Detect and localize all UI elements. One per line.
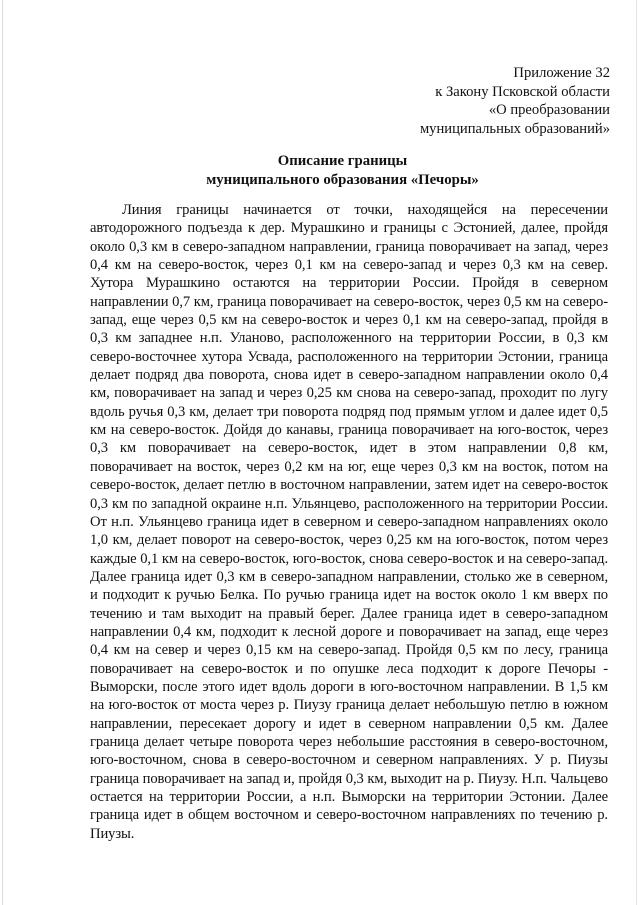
title-line2: муниципального образования «Печоры» xyxy=(206,171,479,188)
appendix-law-title-line2: муниципальных образований» xyxy=(419,120,610,137)
boundary-description-paragraph: Линия границы начинается от точки, находящейся на пересечении автодорожного подъезда к дер. Мурашкино и границы с Эстонией, далее, пройдя около 0,3 км в северо-западном направлении, граница поворачивает на запад, через 0,4 км на северо-восток, через 0,1 км на северо-запад и через 0,3 км на север. Хутора Мурашкино остаются на территории России. Пройдя в северном направлении 0,7 км, граница поворачивает на северо-восток, через 0,5 км на северо-запад, еще через 0,5 км на северо-восток и через 0,1 км на северо-запад, пройдя в 0,3 км западнее н.п. Уланово, расположенного на территории России, в 0,3 км северо-восточнее хутора Усвада, расположенного на территории Эстонии, граница делает подряд два поворота, снова идет в северо-западном направлении около 0,4 км, поворачивает на запад и через 0,25 км снова на северо-запад, проходит по лугу вдоль ручья 0,3 км, делает три поворота подряд под прямым углом и далее идет 0,5 км на северо-восток. Дойдя до канавы, граница поворачивает на юго-восток, через 0,3 км поворачивает на северо-восток, идет в этом направлении 0,8 км, поворачивает на восток, через 0,2 км на юг, еще через 0,3 км на восток, потом на северо-восток, делает петлю в восточном направлении, затем идет на северо-восток 0,3 км по западной окраине н.п. Ульянцево, расположенного на территории России. От н.п. Ульянцево граница идет в северном и северо-западном направлениях около 1,0 км, делает поворот на северо-восток, через 0,25 км на юго-восток, потом через каждые 0,1 км на северо-восток, юго-восток, снова северо-восток и на северо-запад. Далее граница идет 0,3 км в северо-западном направлении, столько же в северном, и подходит к ручью Белка. По ручью граница идет на восток около 1 км вверх по течению и там выходит на правый берег. Далее граница идет в северо-западном направлении 0,4 км, подходит к лесной дороге и поворачивает на запад, еще через 0,4 км на север и через 0,15 км на северо-запад. Пройдя 0,5 км по лесу, граница поворачивает на северо-восток и по опушке леса подходит к дороге Печоры - Выморски, после этого идет вдоль дороги в юго-восточном направлении. В 1,5 км на юго-восток от моста через р. Пиузу граница делает небольшую петлю в южном направлении, пересекает дорогу и идет в северном направлении 0,5 км. Далее граница делает четыре поворота через небольшие расстояния в северо-восточном, юго-восточном, снова в северо-восточном и северном направлениях. У р. Пиузы граница поворачивает на запад и, пройдя 0,3 км, выходит на р. Пиузу. Н.п. Чальцево остается на территории России, а н.п. Выморски на территории Эстонии. Далее граница идет в общем восточном и северо-восточном направлениях по течению р. Пиузы. xyxy=(90,202,608,842)
scan-edge-left xyxy=(2,0,3,905)
appendix-law-reference: к Закону Псковской области xyxy=(435,83,610,100)
scan-edge-right xyxy=(636,0,637,905)
document-title xyxy=(80,152,605,189)
appendix-number: Приложение 32 xyxy=(513,65,610,81)
appendix-law-title-line1: «О преобразовании xyxy=(488,102,610,119)
title-line1: Описание границы xyxy=(277,153,408,169)
appendix-header xyxy=(350,64,610,138)
